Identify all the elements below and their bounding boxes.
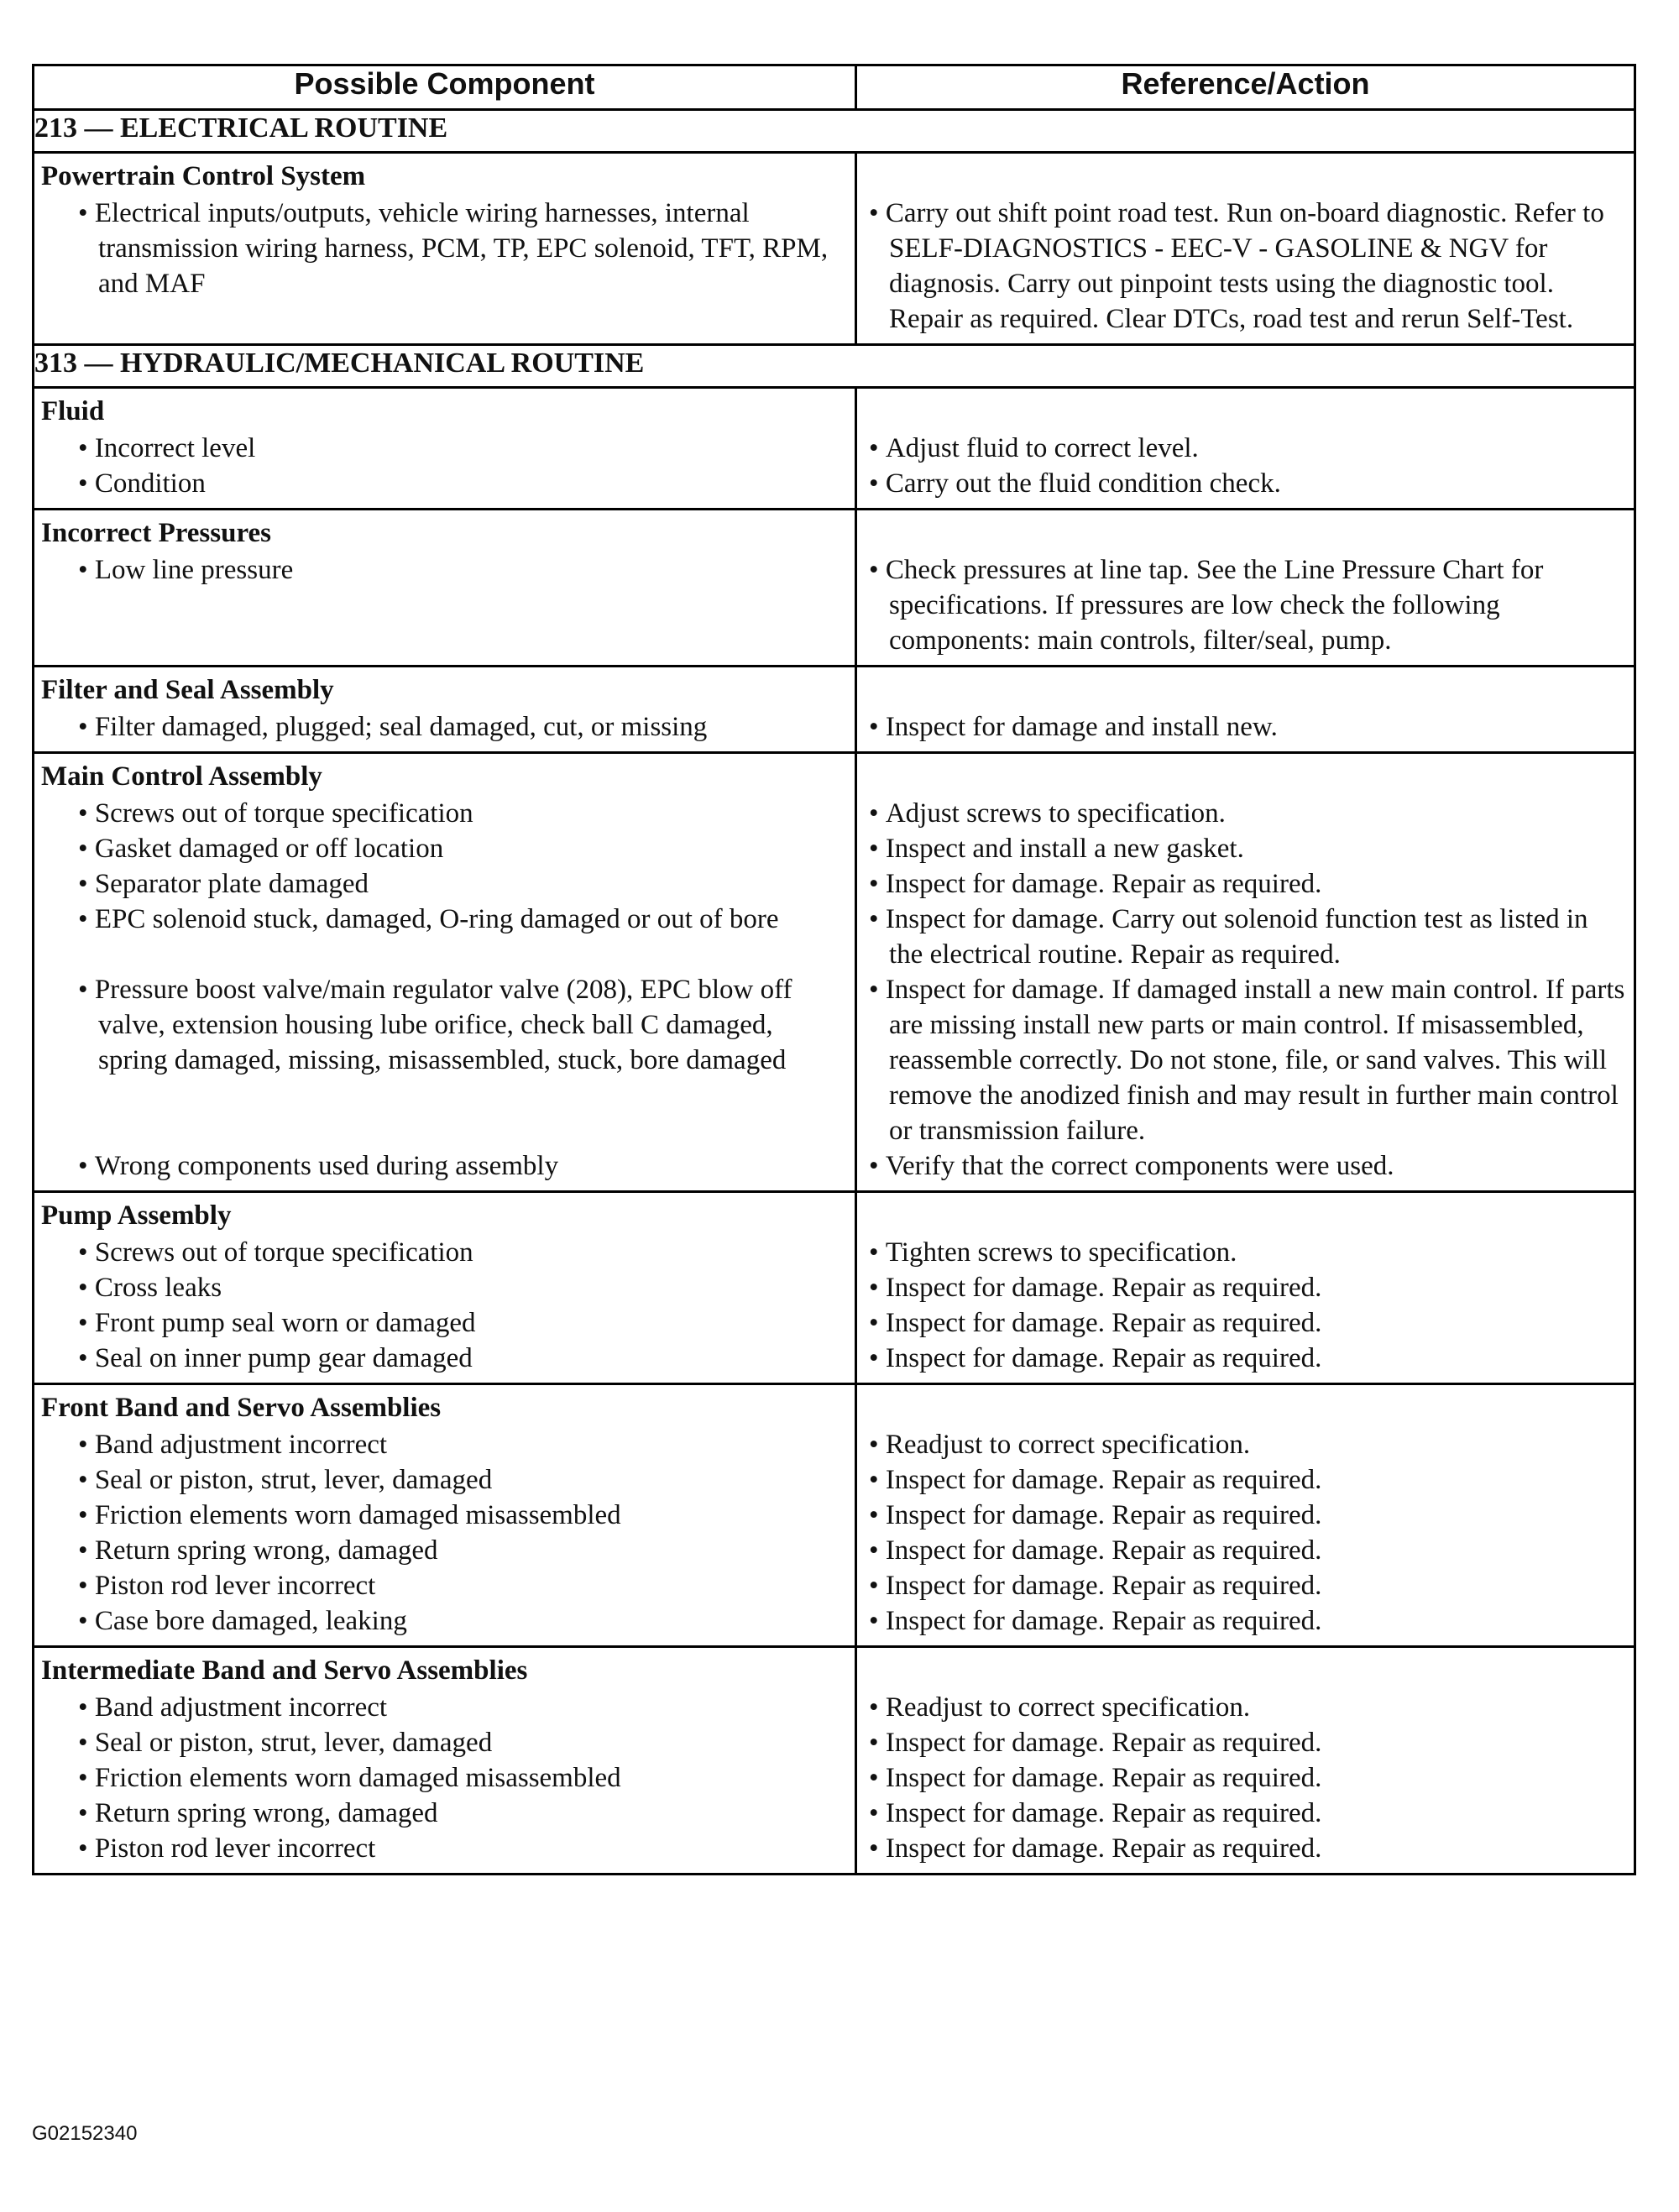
- component-text: • Return spring wrong, damaged: [78, 1798, 438, 1828]
- action-list: [857, 667, 1634, 751]
- component-text: • Friction elements worn damaged misassembled: [78, 1500, 621, 1530]
- component-cell: [34, 1647, 856, 1875]
- action-list: [857, 510, 1634, 665]
- component-item: [34, 552, 855, 658]
- diagnosis-page: [32, 64, 1634, 1875]
- action-item: [869, 431, 1625, 466]
- component-item: [34, 1270, 855, 1305]
- section-row: [34, 1647, 1635, 1875]
- component-text: • Seal or piston, strut, lever, damaged: [78, 1465, 492, 1495]
- action-text: • Carry out the fluid condition check.: [869, 468, 1281, 499]
- action-text: • Inspect for damage and install new.: [869, 712, 1278, 742]
- action-text: • Readjust to correct specification.: [869, 1430, 1250, 1460]
- action-list: [857, 1385, 1634, 1645]
- column-header-component: Possible Component: [34, 65, 856, 110]
- action-item: [869, 1796, 1625, 1831]
- component-cell: [34, 153, 856, 345]
- action-item: [869, 1725, 1625, 1760]
- component-item: [34, 1760, 855, 1796]
- component-text: • Wrong components used during assembly: [78, 1151, 558, 1181]
- action-text: • Readjust to correct specification.: [869, 1692, 1250, 1723]
- action-item: [869, 1831, 1625, 1866]
- action-cell: [856, 667, 1635, 753]
- action-text: • Inspect for damage. Repair as required.: [869, 1571, 1321, 1601]
- component-text: • Piston rod lever incorrect: [78, 1833, 375, 1864]
- component-item: [34, 1341, 855, 1376]
- action-item: [869, 1690, 1625, 1725]
- action-text: • Adjust screws to specification.: [869, 798, 1226, 829]
- component-text: • Band adjustment incorrect: [78, 1692, 387, 1723]
- component-text: • Screws out of torque specification: [78, 1237, 473, 1268]
- action-list: [857, 1193, 1634, 1383]
- component-item: [34, 1148, 855, 1184]
- component-item: [34, 1603, 855, 1639]
- component-cell: [34, 1384, 856, 1647]
- component-list: [34, 552, 855, 665]
- action-item: [869, 1341, 1625, 1376]
- action-cell: [856, 753, 1635, 1192]
- action-item: [869, 1305, 1625, 1341]
- component-list: [34, 1690, 855, 1873]
- action-cell: [856, 388, 1635, 510]
- component-list: [34, 196, 855, 343]
- component-text: • Seal or piston, strut, lever, damaged: [78, 1728, 492, 1758]
- component-item: [34, 1568, 855, 1603]
- action-item: [869, 709, 1625, 745]
- section-title: Intermediate Band and Servo Assemblies: [41, 1655, 528, 1686]
- component-cell: [34, 510, 856, 667]
- component-item: [34, 796, 855, 831]
- routine-title: 213 — ELECTRICAL ROUTINE: [34, 110, 1635, 153]
- action-text: • Inspect for damage. Repair as required.: [869, 1535, 1321, 1566]
- component-text: • Screws out of torque specification: [78, 798, 473, 829]
- action-item: [869, 831, 1625, 866]
- section-title: Powertrain Control System: [41, 161, 366, 191]
- component-item: [34, 466, 855, 501]
- routine-row: [34, 110, 1635, 153]
- component-text: • Pressure boost valve/main regulator valve (208), EPC blow off valve, extension housing lube orifice, check ball C damaged, spring damaged, missing, misassembled, stuck, bore damaged: [78, 975, 792, 1075]
- component-item: [34, 1235, 855, 1270]
- section-row: [34, 753, 1635, 1192]
- action-text: • Check pressures at line tap. See the Line Pressure Chart for specifications. If pressures are low check the following components: main controls, filter/seal, pump.: [869, 555, 1543, 656]
- component-text: • Gasket damaged or off location: [78, 834, 443, 864]
- action-list: [857, 754, 1634, 1190]
- section-row: [34, 153, 1635, 345]
- action-text: • Verify that the correct components were used.: [869, 1151, 1394, 1181]
- action-item: [869, 552, 1625, 658]
- component-text: • Front pump seal worn or damaged: [78, 1308, 475, 1338]
- action-cell: [856, 1384, 1635, 1647]
- action-item: [869, 1270, 1625, 1305]
- section-row: [34, 667, 1635, 753]
- section-title: Pump Assembly: [41, 1200, 232, 1231]
- action-item: [869, 196, 1625, 337]
- action-text: • Inspect for damage. Repair as required.: [869, 1273, 1321, 1303]
- component-text: • Low line pressure: [78, 555, 293, 585]
- component-list: [34, 709, 855, 751]
- component-text: • Cross leaks: [78, 1273, 222, 1303]
- section-row: [34, 1384, 1635, 1647]
- action-item: [869, 466, 1625, 501]
- action-text: • Adjust fluid to correct level.: [869, 433, 1199, 463]
- action-text: • Tighten screws to specification.: [869, 1237, 1237, 1268]
- action-text: • Inspect for damage. Repair as required.: [869, 1763, 1321, 1793]
- figure-code: G02152340: [32, 2122, 138, 2145]
- routine-row: [34, 345, 1635, 388]
- component-cell: [34, 753, 856, 1192]
- component-list: [34, 431, 855, 508]
- action-item: [869, 1533, 1625, 1568]
- component-text: • Piston rod lever incorrect: [78, 1571, 375, 1601]
- action-text: • Inspect for damage. Repair as required.: [869, 1798, 1321, 1828]
- component-item: [34, 1533, 855, 1568]
- component-item: [34, 866, 855, 902]
- section-row: [34, 510, 1635, 667]
- action-text: • Inspect and install a new gasket.: [869, 834, 1244, 864]
- section-title: Main Control Assembly: [41, 761, 322, 792]
- action-cell: [856, 153, 1635, 345]
- action-item: [869, 1235, 1625, 1270]
- section-title: Incorrect Pressures: [41, 518, 272, 548]
- action-cell: [856, 1192, 1635, 1384]
- action-item: [869, 1462, 1625, 1498]
- component-cell: [34, 667, 856, 753]
- component-item: [34, 709, 855, 745]
- action-item: [869, 1760, 1625, 1796]
- component-item: [34, 1831, 855, 1866]
- component-text: • Band adjustment incorrect: [78, 1430, 387, 1460]
- action-text: • Inspect for damage. Repair as required.: [869, 1606, 1321, 1636]
- action-text: • Inspect for damage. If damaged install a new main control. If parts are missing install new parts or main control. If misassembled, reassemble correctly. Do not stone, file, or sand valves. This will remove the anodized finish and may result in further main control or transmission failure.: [869, 975, 1624, 1146]
- table-header-row: [34, 65, 1635, 110]
- action-list: [857, 389, 1634, 508]
- action-list: [857, 154, 1634, 343]
- component-list: [34, 1427, 855, 1645]
- action-item: [869, 972, 1625, 1148]
- component-text: • Return spring wrong, damaged: [78, 1535, 438, 1566]
- action-text: • Inspect for damage. Repair as required.: [869, 1308, 1321, 1338]
- action-cell: [856, 1647, 1635, 1875]
- action-text: • Inspect for damage. Repair as required.: [869, 1500, 1321, 1530]
- component-text: • Friction elements worn damaged misassembled: [78, 1763, 621, 1793]
- action-text: • Inspect for damage. Repair as required.: [869, 869, 1321, 899]
- component-item: [34, 831, 855, 866]
- component-text: • Seal on inner pump gear damaged: [78, 1343, 473, 1373]
- component-cell: [34, 388, 856, 510]
- section-row: [34, 1192, 1635, 1384]
- action-item: [869, 796, 1625, 831]
- component-item: [34, 972, 855, 1148]
- action-item: [869, 1427, 1625, 1462]
- component-item: [34, 1462, 855, 1498]
- component-text: • Incorrect level: [78, 433, 255, 463]
- section-title: Fluid: [41, 396, 105, 426]
- section-title: Filter and Seal Assembly: [41, 675, 334, 705]
- component-item: [34, 1305, 855, 1341]
- component-text: • Condition: [78, 468, 206, 499]
- action-text: • Inspect for damage. Repair as required.: [869, 1465, 1321, 1495]
- component-text: • Electrical inputs/outputs, vehicle wiring harnesses, internal transmission wiring harness, PCM, TP, EPC solenoid, TFT, RPM, and MAF: [78, 198, 828, 299]
- action-text: • Inspect for damage. Carry out solenoid function test as listed in the electrical routine. Repair as required.: [869, 904, 1588, 970]
- component-cell: [34, 1192, 856, 1384]
- diagnosis-table: [32, 64, 1636, 1875]
- component-item: [34, 431, 855, 466]
- routine-title: 313 — HYDRAULIC/MECHANICAL ROUTINE: [34, 345, 1635, 388]
- action-text: • Inspect for damage. Repair as required.: [869, 1343, 1321, 1373]
- action-item: [869, 1148, 1625, 1184]
- component-item: [34, 1725, 855, 1760]
- component-item: [34, 196, 855, 337]
- component-item: [34, 1427, 855, 1462]
- action-item: [869, 1568, 1625, 1603]
- section-row: [34, 388, 1635, 510]
- action-cell: [856, 510, 1635, 667]
- component-text: • Filter damaged, plugged; seal damaged, cut, or missing: [78, 712, 707, 742]
- action-text: • Inspect for damage. Repair as required.: [869, 1728, 1321, 1758]
- section-title: Front Band and Servo Assemblies: [41, 1393, 442, 1423]
- component-text: • Case bore damaged, leaking: [78, 1606, 407, 1636]
- action-list: [857, 1648, 1634, 1873]
- component-text: • Separator plate damaged: [78, 869, 369, 899]
- component-item: [34, 902, 855, 972]
- table-body: [34, 110, 1635, 1875]
- action-text: • Carry out shift point road test. Run on-board diagnostic. Refer to SELF-DIAGNOSTICS - EEC-V - GASOLINE & NGV for diagnosis. Carry out pinpoint tests using the diagnostic tool. Repair as required. Clear DTCs, road test and rerun Self-Test.: [869, 198, 1604, 334]
- component-item: [34, 1498, 855, 1533]
- component-item: [34, 1690, 855, 1725]
- action-item: [869, 902, 1625, 972]
- component-item: [34, 1796, 855, 1831]
- column-header-action: Reference/Action: [856, 65, 1635, 110]
- action-item: [869, 866, 1625, 902]
- component-list: [34, 796, 855, 1190]
- action-item: [869, 1498, 1625, 1533]
- component-text: • EPC solenoid stuck, damaged, O-ring damaged or out of bore: [78, 904, 779, 934]
- action-text: • Inspect for damage. Repair as required.: [869, 1833, 1321, 1864]
- component-list: [34, 1235, 855, 1383]
- action-item: [869, 1603, 1625, 1639]
